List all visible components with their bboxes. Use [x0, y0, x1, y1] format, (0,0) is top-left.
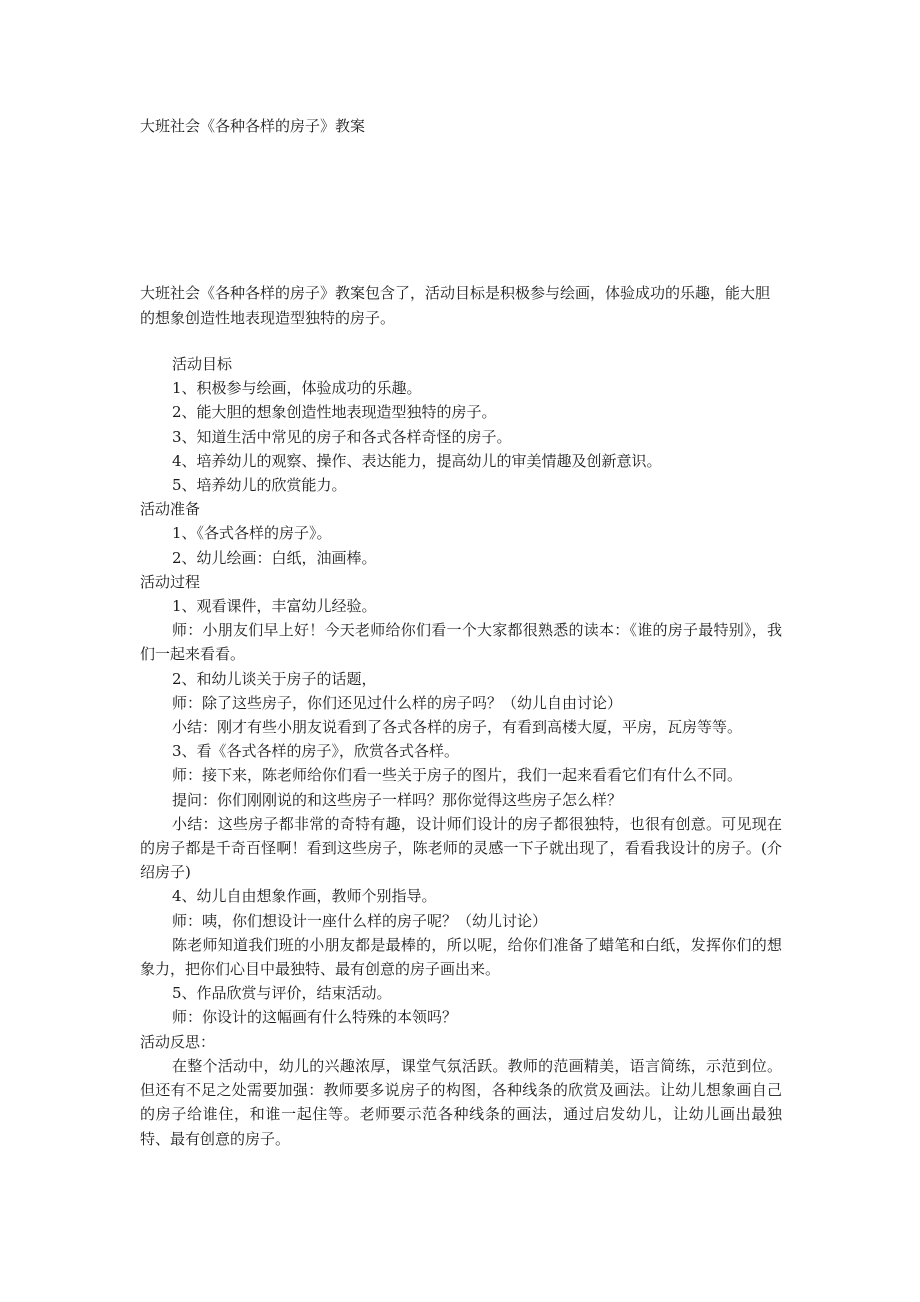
process-paragraph: 师：小朋友们早上好！今天老师给你们看一个大家都很熟悉的读本：《谁的房子最特别》，我们一起来看看。: [140, 621, 782, 664]
process-step: 1、观看课件，丰富幼儿经验。: [172, 597, 377, 616]
process-paragraph: 小结：这些房子都非常的奇特有趣，设计师们设计的房子都很独特，也很有创意。可见现在的房子都是千奇百怪啊！看到这些房子，陈老师的灵感一下子就出现了，看看我设计的房子。(介绍房子): [140, 814, 782, 882]
goal-item: 3、知道生活中常见的房子和各式各样奇怪的房子。: [172, 427, 512, 446]
process-paragraph: 陈老师知道我们班的小朋友都是最棒的，所以呢，给你们准备了蜡笔和白纸，发挥你们的想象力，把你们心目中最独特、最有创意的房子画出来。: [140, 935, 782, 979]
section-heading-process: 活动过程: [140, 572, 201, 591]
process-step: 4、幼儿自由想象作画，教师个别指导。: [172, 887, 437, 906]
process-paragraph: 师：接下来，陈老师给你们看一些关于房子的图片，我们一起来看看它们有什么不同。: [172, 766, 743, 785]
process-step: 2、和幼儿谈关于房子的话题，: [172, 669, 377, 688]
process-paragraph: 师：咦，你们想设计一座什么样的房子呢？（幼儿讨论）: [172, 911, 548, 930]
process-paragraph: 小结：刚才有些小朋友说看到了各式各样的房子，有看到高楼大厦，平房，瓦房等等。: [172, 718, 743, 737]
intro-paragraph: 大班社会《各种各样的房子》教案包含了，活动目标是积极参与绘画，体验成功的乐趣，能大胆的想象创造性地表现造型独特的房子。: [140, 284, 771, 327]
section-heading-preparation: 活动准备: [140, 500, 201, 519]
preparation-item: 1、《各式各样的房子》。: [172, 524, 332, 543]
goal-item: 4、培养幼儿的观察、操作、表达能力，提高幼儿的审美情趣及创新意识。: [172, 451, 662, 470]
section-heading-reflection: 活动反思：: [140, 1032, 216, 1051]
goal-item: 5、培养幼儿的欣赏能力。: [172, 476, 347, 495]
document-body: [140, 352, 782, 1151]
goal-item: 1、积极参与绘画，体验成功的乐趣。: [172, 379, 422, 398]
reflection-paragraph: 在整个活动中，幼儿的兴趣浓厚，课堂气氛活跃。教师的范画精美，语言简练，示范到位。但还有不足之处需要加强：教师要多说房子的构图，各种线条的欣赏及画法。让幼儿想象画自己的房子给谁住，和谁一起住等。老师要示范各种线条的画法，通过启发幼儿，让幼儿画出最独特、最有创意的房子。: [140, 1056, 782, 1148]
preparation-item: 2、幼儿绘画：白纸，油画棒。: [172, 548, 377, 567]
process-paragraph: 师：你设计的这幅画有什么特殊的本领吗？: [172, 1008, 458, 1027]
document-title: 大班社会《各种各样的房子》教案: [140, 117, 366, 135]
goal-item: 2、能大胆的想象创造性地表现造型独特的房子。: [172, 403, 497, 422]
process-step: 5、作品欣赏与评价，结束活动。: [172, 984, 392, 1003]
process-paragraph: 提问：你们刚刚说的和这些房子一样吗？那你觉得这些房子怎么样？: [172, 790, 623, 809]
section-heading-goals: 活动目标: [172, 355, 233, 373]
process-step: 3、看《各式各样的房子》，欣赏各式各样。: [172, 742, 460, 761]
process-paragraph: 师：除了这些房子，你们还见过什么样的房子吗？（幼儿自由讨论）: [172, 693, 623, 712]
